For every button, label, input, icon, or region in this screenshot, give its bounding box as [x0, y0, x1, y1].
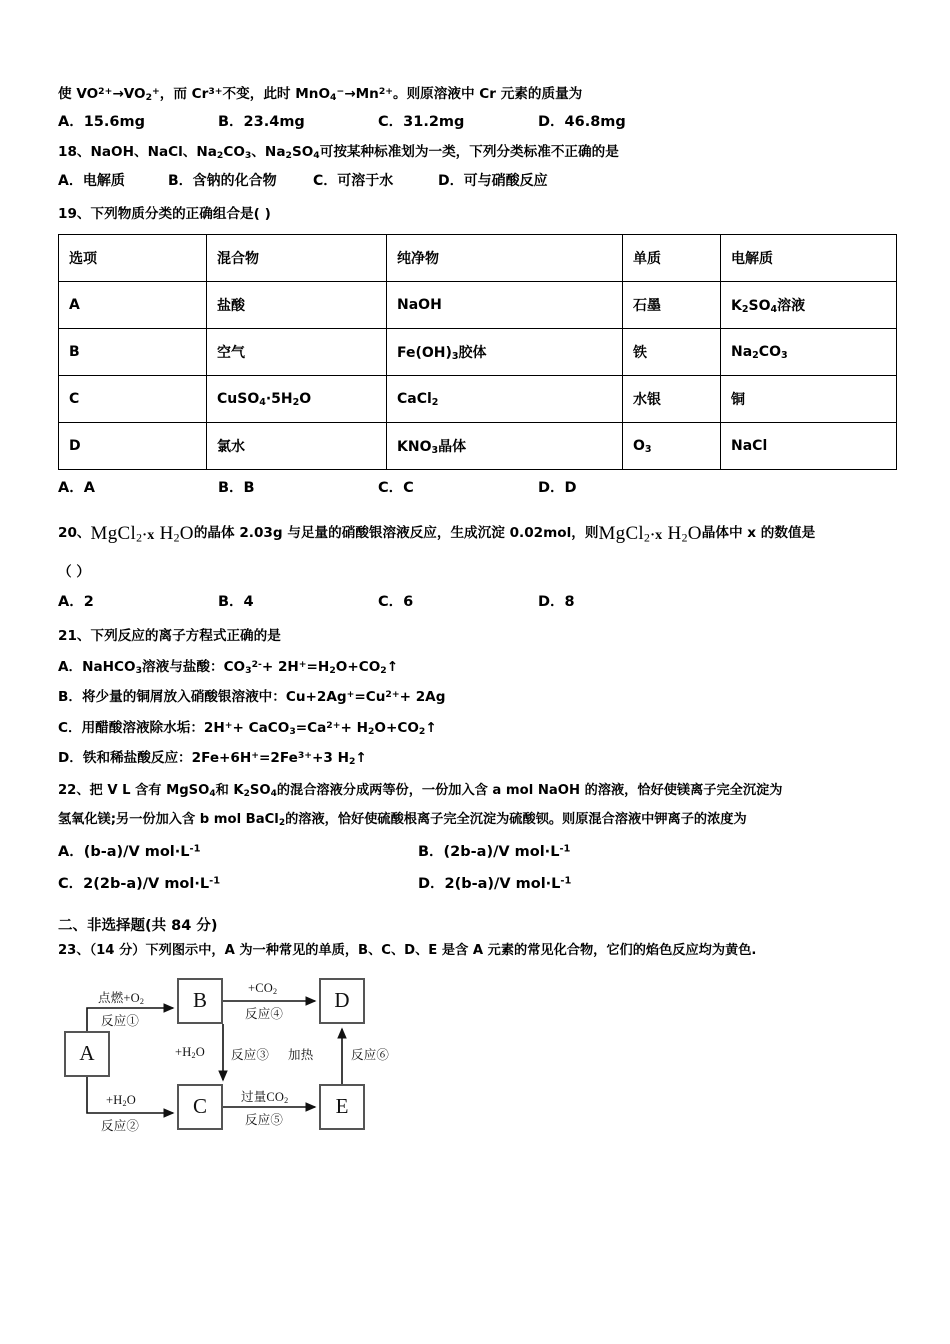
q21-option-d[interactable]: D．铁和稀盐酸反应：$2Fe+6H^+=2Fe^{3+}+3$ $H_2↑$	[58, 749, 367, 768]
row-c-element: 水银	[623, 376, 721, 423]
q17-option-c[interactable]: C．31.2mg	[378, 114, 465, 131]
q17-option-a[interactable]: A．15.6mg	[58, 114, 145, 131]
row-a-electrolyte: $K_2SO_4$溶液	[721, 282, 897, 329]
question-22-line-2: 氢氧化镁;另一份加入含 b mol BaCl$_2$的溶液，恰好使硫酸根离子完全沉淀为硫酸钡。则原混合溶液中钾离子的浓度为	[58, 812, 747, 829]
label-b-to-c-reaction: 反应③	[231, 1047, 270, 1062]
row-d-element: $O_3$	[623, 423, 721, 470]
q18-option-c[interactable]: C．可溶于水	[313, 172, 394, 189]
row-b-electrolyte: $Na_2CO_3$	[721, 329, 897, 376]
q17-option-d[interactable]: D．46.8mg	[538, 114, 626, 131]
table-row	[59, 376, 897, 423]
q20-option-b[interactable]: B．4	[218, 594, 254, 611]
label-c-to-e-condition: 过量$CO_2$	[241, 1089, 289, 1105]
label-a-to-b-reaction: 反应①	[101, 1013, 140, 1028]
table-row	[59, 329, 897, 376]
page-content	[58, 84, 903, 1152]
diagram-node-e: E	[319, 1084, 365, 1130]
row-c-electrolyte: 铜	[721, 376, 897, 423]
row-d-mixture: 氯水	[207, 423, 387, 470]
row-d-pure: $KNO_3$晶体	[387, 423, 623, 470]
label-a-to-b-condition: 点燃$+O_2$	[98, 990, 145, 1006]
q19-option-b[interactable]: B．B	[218, 480, 255, 497]
header-pure: 纯净物	[387, 235, 623, 282]
label-c-to-e-reaction: 反应⑤	[245, 1112, 284, 1127]
q20-mid-2: 晶体中 x 的数值是	[701, 525, 816, 542]
row-c-mixture: $CuSO_4\cdot 5H_2O$	[207, 376, 387, 423]
q20-formula-2: MgCl$_2$·x $H_2O$	[598, 523, 702, 545]
q18-option-d[interactable]: D．可与硝酸反应	[438, 172, 548, 189]
q21-option-b[interactable]: B．将少量的铜屑放入硝酸银溶液中：$Cu+2Ag^+=Cu^{2+}+ 2Ag$	[58, 689, 446, 706]
q22-option-d[interactable]: D．2(b-a)/V $mol\cdot L^{-1}$	[418, 875, 572, 892]
row-b-pure: $Fe(OH)_3$胶体	[387, 329, 623, 376]
label-e-to-d-reaction: 反应⑥	[351, 1047, 390, 1062]
label-b-to-d-condition: $+CO_2$	[248, 980, 278, 996]
row-a-option: A	[59, 282, 207, 329]
label-a-to-c-reaction: 反应②	[101, 1118, 140, 1133]
classification-table	[58, 234, 897, 470]
reaction-flow-diagram	[54, 967, 454, 1152]
q20-option-a[interactable]: A．2	[58, 594, 94, 611]
row-d-electrolyte: NaCl	[721, 423, 897, 470]
diagram-node-d: D	[319, 978, 365, 1024]
header-mixture: 混合物	[207, 235, 387, 282]
q19-option-d[interactable]: D．D	[538, 480, 577, 497]
q19-option-a[interactable]: A．A	[58, 480, 95, 497]
question-20-blank: （ ）	[58, 564, 90, 581]
question-22-line-1: 22、把 V L 含有 MgSO$_4$和 $K_2SO_4$的混合溶液分成两等份，一份加入含 a mol NaOH 的溶液，恰好使镁离子完全沉淀为	[58, 783, 783, 800]
q18-option-a[interactable]: A．电解质	[58, 172, 125, 189]
header-element: 单质	[623, 235, 721, 282]
question-20-stem	[58, 514, 903, 554]
row-b-element: 铁	[623, 329, 721, 376]
label-b-to-d-reaction: 反应④	[245, 1006, 284, 1021]
q20-option-c[interactable]: C．6	[378, 594, 414, 611]
question-17-stem	[58, 84, 903, 104]
q20-mid-1: 的晶体 2.03g 与足量的硝酸银溶液反应，生成沉淀 0.02mol，则	[193, 525, 599, 542]
q20-formula-1: MgCl$_2$·x $H_2O$	[90, 523, 194, 545]
header-electrolyte: 电解质	[721, 235, 897, 282]
question-21-stem: 21、下列反应的离子方程式正确的是	[58, 628, 281, 645]
diagram-node-a: A	[64, 1031, 110, 1077]
row-a-element: 石墨	[623, 282, 721, 329]
question-20-options	[58, 590, 903, 614]
section-2-heading: 二、非选择题(共 84 分)	[58, 918, 218, 934]
q20-option-d[interactable]: D．8	[538, 594, 575, 611]
question-22-options-row-1	[58, 840, 903, 866]
question-23-stem: 23、（14 分）下列图示中，A 为一种常见的单质，B、C、D、E 是含 A 元素的常见化合物，它们的焰色反应均为黄色.	[58, 943, 757, 958]
diagram-node-b: B	[177, 978, 223, 1024]
row-d-option: D	[59, 423, 207, 470]
question-18-stem	[58, 142, 903, 162]
q17-text: 使 $VO^{2+}\to VO_2^+$，而 $Cr^{3+}$不变，此时 $MnO_4^-\to Mn^{2+}$。则原溶液中 Cr 元素的质量为	[58, 85, 583, 104]
q19-option-c[interactable]: C．C	[378, 480, 414, 497]
diagram-node-c: C	[177, 1084, 223, 1130]
row-a-mixture: 盐酸	[207, 282, 387, 329]
row-c-pure: CaCl$_2$	[387, 376, 623, 423]
row-b-option: B	[59, 329, 207, 376]
row-c-option: C	[59, 376, 207, 423]
q17-option-b[interactable]: B．23.4mg	[218, 114, 305, 131]
table-row	[59, 282, 897, 329]
label-b-to-c-condition: $+H_2O$	[175, 1044, 205, 1060]
table-header-row	[59, 235, 897, 282]
q20-number: 20、	[58, 525, 91, 542]
row-b-mixture: 空气	[207, 329, 387, 376]
question-18-options	[58, 170, 903, 194]
q21-option-a[interactable]: A．NaHCO$_3$溶液与盐酸：$CO_3^{2-}+$ $2H^+=H_2O+CO_2↑$	[58, 658, 399, 676]
q18-option-b[interactable]: B．含钠的化合物	[168, 172, 277, 189]
question-19-stem: 19、下列物质分类的正确组合是( )	[58, 205, 271, 222]
q22-option-c[interactable]: C．2(2b-a)/V $mol\cdot L^{-1}$	[58, 875, 221, 892]
question-22-options-row-2	[58, 872, 903, 898]
q22-option-b[interactable]: B．(2b-a)/V $mol\cdot L^{-1}$	[418, 843, 571, 860]
question-19-options	[58, 476, 903, 500]
q18-text: 18、NaOH、NaCl、$Na_2CO_3$、$Na_2SO_4$可按某种标准划为一类，下列分类标准不正确的是	[58, 144, 619, 162]
label-e-to-d-condition: 加热	[288, 1047, 314, 1062]
header-option: 选项	[59, 235, 207, 282]
label-a-to-c-condition: $+H_2O$	[106, 1092, 136, 1108]
q22-option-a[interactable]: A．(b-a)/V $mol\cdot L^{-1}$	[58, 843, 201, 860]
q21-option-c[interactable]: C．用醋酸溶液除水垢：$2H^++ CaCO_3=Ca^{2+}+$ $H_2O+CO_2↑$	[58, 719, 437, 737]
table-row	[59, 423, 897, 470]
question-17-options	[58, 110, 903, 134]
row-a-pure: NaOH	[387, 282, 623, 329]
